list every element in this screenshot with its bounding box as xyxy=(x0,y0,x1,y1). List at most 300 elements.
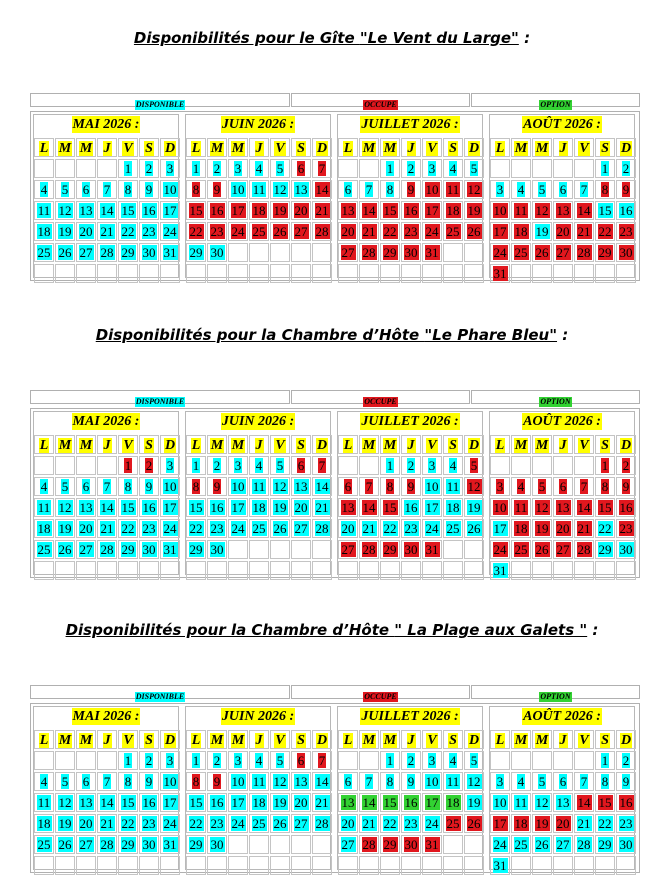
day-cell[interactable] xyxy=(291,814,311,833)
day-cell[interactable] xyxy=(312,180,332,199)
day-cell[interactable] xyxy=(532,793,552,812)
day-cell[interactable] xyxy=(490,243,510,262)
day-cell[interactable] xyxy=(34,222,54,241)
day-cell[interactable] xyxy=(574,498,594,517)
day-cell[interactable] xyxy=(228,180,248,199)
day-cell[interactable] xyxy=(464,793,484,812)
day-cell[interactable] xyxy=(380,793,400,812)
day-cell[interactable] xyxy=(401,456,421,475)
day-cell[interactable] xyxy=(553,772,573,791)
day-cell[interactable] xyxy=(401,751,421,770)
day-cell[interactable] xyxy=(616,159,636,178)
day-cell[interactable] xyxy=(359,519,379,538)
day-cell[interactable] xyxy=(464,180,484,199)
day-cell[interactable] xyxy=(359,772,379,791)
day-cell[interactable] xyxy=(312,751,332,770)
day-cell[interactable] xyxy=(553,222,573,241)
day-cell[interactable] xyxy=(139,159,159,178)
day-cell[interactable] xyxy=(532,477,552,496)
day-cell[interactable] xyxy=(55,793,75,812)
day-cell[interactable] xyxy=(616,540,636,559)
day-cell[interactable] xyxy=(511,772,531,791)
day-cell[interactable] xyxy=(616,243,636,262)
day-cell[interactable] xyxy=(338,498,358,517)
day-cell[interactable] xyxy=(249,498,269,517)
day-cell[interactable] xyxy=(401,540,421,559)
day-cell[interactable] xyxy=(160,201,180,220)
day-cell[interactable] xyxy=(532,180,552,199)
day-cell[interactable] xyxy=(490,222,510,241)
day-cell[interactable] xyxy=(401,159,421,178)
day-cell[interactable] xyxy=(118,814,138,833)
day-cell[interactable] xyxy=(97,835,117,854)
day-cell[interactable] xyxy=(401,477,421,496)
day-cell[interactable] xyxy=(76,814,96,833)
day-cell[interactable] xyxy=(511,243,531,262)
day-cell[interactable] xyxy=(76,201,96,220)
day-cell[interactable] xyxy=(186,201,206,220)
day-cell[interactable] xyxy=(490,519,510,538)
day-cell[interactable] xyxy=(422,201,442,220)
day-cell[interactable] xyxy=(422,222,442,241)
day-cell[interactable] xyxy=(97,540,117,559)
day-cell[interactable] xyxy=(380,540,400,559)
day-cell[interactable] xyxy=(118,477,138,496)
day-cell[interactable] xyxy=(207,243,227,262)
day-cell[interactable] xyxy=(76,222,96,241)
day-cell[interactable] xyxy=(291,519,311,538)
day-cell[interactable] xyxy=(312,519,332,538)
day-cell[interactable] xyxy=(422,243,442,262)
day-cell[interactable] xyxy=(76,180,96,199)
day-cell[interactable] xyxy=(359,243,379,262)
day-cell[interactable] xyxy=(97,519,117,538)
day-cell[interactable] xyxy=(553,243,573,262)
day-cell[interactable] xyxy=(291,456,311,475)
day-cell[interactable] xyxy=(34,243,54,262)
day-cell[interactable] xyxy=(291,222,311,241)
day-cell[interactable] xyxy=(511,793,531,812)
day-cell[interactable] xyxy=(312,456,332,475)
day-cell[interactable] xyxy=(34,477,54,496)
day-cell[interactable] xyxy=(464,772,484,791)
day-cell[interactable] xyxy=(249,814,269,833)
day-cell[interactable] xyxy=(574,519,594,538)
day-cell[interactable] xyxy=(616,456,636,475)
day-cell[interactable] xyxy=(97,477,117,496)
day-cell[interactable] xyxy=(118,835,138,854)
day-cell[interactable] xyxy=(532,243,552,262)
day-cell[interactable] xyxy=(464,159,484,178)
day-cell[interactable] xyxy=(76,793,96,812)
day-cell[interactable] xyxy=(186,519,206,538)
day-cell[interactable] xyxy=(595,540,615,559)
day-cell[interactable] xyxy=(270,793,290,812)
day-cell[interactable] xyxy=(553,814,573,833)
day-cell[interactable] xyxy=(118,519,138,538)
day-cell[interactable] xyxy=(511,477,531,496)
day-cell[interactable] xyxy=(118,751,138,770)
day-cell[interactable] xyxy=(553,835,573,854)
day-cell[interactable] xyxy=(574,814,594,833)
day-cell[interactable] xyxy=(401,222,421,241)
day-cell[interactable] xyxy=(574,477,594,496)
day-cell[interactable] xyxy=(595,477,615,496)
day-cell[interactable] xyxy=(160,751,180,770)
day-cell[interactable] xyxy=(553,477,573,496)
day-cell[interactable] xyxy=(139,477,159,496)
day-cell[interactable] xyxy=(228,477,248,496)
day-cell[interactable] xyxy=(490,477,510,496)
day-cell[interactable] xyxy=(228,222,248,241)
day-cell[interactable] xyxy=(359,498,379,517)
day-cell[interactable] xyxy=(118,201,138,220)
day-cell[interactable] xyxy=(312,814,332,833)
day-cell[interactable] xyxy=(55,540,75,559)
day-cell[interactable] xyxy=(359,835,379,854)
day-cell[interactable] xyxy=(338,814,358,833)
day-cell[interactable] xyxy=(139,498,159,517)
day-cell[interactable] xyxy=(338,835,358,854)
day-cell[interactable] xyxy=(443,751,463,770)
day-cell[interactable] xyxy=(595,772,615,791)
day-cell[interactable] xyxy=(291,498,311,517)
day-cell[interactable] xyxy=(490,180,510,199)
day-cell[interactable] xyxy=(401,180,421,199)
day-cell[interactable] xyxy=(139,201,159,220)
day-cell[interactable] xyxy=(422,835,442,854)
day-cell[interactable] xyxy=(595,519,615,538)
day-cell[interactable] xyxy=(359,793,379,812)
day-cell[interactable] xyxy=(139,222,159,241)
day-cell[interactable] xyxy=(443,519,463,538)
day-cell[interactable] xyxy=(490,772,510,791)
day-cell[interactable] xyxy=(380,477,400,496)
day-cell[interactable] xyxy=(207,814,227,833)
day-cell[interactable] xyxy=(76,519,96,538)
day-cell[interactable] xyxy=(207,772,227,791)
day-cell[interactable] xyxy=(186,814,206,833)
day-cell[interactable] xyxy=(270,814,290,833)
day-cell[interactable] xyxy=(490,561,510,580)
day-cell[interactable] xyxy=(443,477,463,496)
day-cell[interactable] xyxy=(422,772,442,791)
day-cell[interactable] xyxy=(464,814,484,833)
day-cell[interactable] xyxy=(186,243,206,262)
day-cell[interactable] xyxy=(338,772,358,791)
day-cell[interactable] xyxy=(228,519,248,538)
day-cell[interactable] xyxy=(249,519,269,538)
day-cell[interactable] xyxy=(490,540,510,559)
day-cell[interactable] xyxy=(160,477,180,496)
day-cell[interactable] xyxy=(97,498,117,517)
day-cell[interactable] xyxy=(490,793,510,812)
day-cell[interactable] xyxy=(338,540,358,559)
day-cell[interactable] xyxy=(490,814,510,833)
day-cell[interactable] xyxy=(380,835,400,854)
day-cell[interactable] xyxy=(380,814,400,833)
day-cell[interactable] xyxy=(139,519,159,538)
day-cell[interactable] xyxy=(34,519,54,538)
day-cell[interactable] xyxy=(160,814,180,833)
day-cell[interactable] xyxy=(160,540,180,559)
day-cell[interactable] xyxy=(595,835,615,854)
day-cell[interactable] xyxy=(359,201,379,220)
day-cell[interactable] xyxy=(76,498,96,517)
day-cell[interactable] xyxy=(118,222,138,241)
day-cell[interactable] xyxy=(249,159,269,178)
day-cell[interactable] xyxy=(186,456,206,475)
day-cell[interactable] xyxy=(291,159,311,178)
day-cell[interactable] xyxy=(270,519,290,538)
day-cell[interactable] xyxy=(616,814,636,833)
day-cell[interactable] xyxy=(97,793,117,812)
day-cell[interactable] xyxy=(511,498,531,517)
day-cell[interactable] xyxy=(490,264,510,283)
day-cell[interactable] xyxy=(76,835,96,854)
day-cell[interactable] xyxy=(553,498,573,517)
day-cell[interactable] xyxy=(401,201,421,220)
day-cell[interactable] xyxy=(160,456,180,475)
day-cell[interactable] xyxy=(401,835,421,854)
day-cell[interactable] xyxy=(34,180,54,199)
day-cell[interactable] xyxy=(380,222,400,241)
day-cell[interactable] xyxy=(616,222,636,241)
day-cell[interactable] xyxy=(574,540,594,559)
day-cell[interactable] xyxy=(55,243,75,262)
day-cell[interactable] xyxy=(139,814,159,833)
day-cell[interactable] xyxy=(443,222,463,241)
day-cell[interactable] xyxy=(443,772,463,791)
day-cell[interactable] xyxy=(139,456,159,475)
day-cell[interactable] xyxy=(186,540,206,559)
day-cell[interactable] xyxy=(118,159,138,178)
day-cell[interactable] xyxy=(443,814,463,833)
day-cell[interactable] xyxy=(616,477,636,496)
day-cell[interactable] xyxy=(207,159,227,178)
day-cell[interactable] xyxy=(401,793,421,812)
day-cell[interactable] xyxy=(97,201,117,220)
day-cell[interactable] xyxy=(207,456,227,475)
day-cell[interactable] xyxy=(207,498,227,517)
day-cell[interactable] xyxy=(574,180,594,199)
day-cell[interactable] xyxy=(532,498,552,517)
day-cell[interactable] xyxy=(422,159,442,178)
day-cell[interactable] xyxy=(249,772,269,791)
day-cell[interactable] xyxy=(511,201,531,220)
day-cell[interactable] xyxy=(249,201,269,220)
day-cell[interactable] xyxy=(380,159,400,178)
day-cell[interactable] xyxy=(207,540,227,559)
day-cell[interactable] xyxy=(553,540,573,559)
day-cell[interactable] xyxy=(574,201,594,220)
day-cell[interactable] xyxy=(595,159,615,178)
day-cell[interactable] xyxy=(228,456,248,475)
day-cell[interactable] xyxy=(207,793,227,812)
day-cell[interactable] xyxy=(312,222,332,241)
day-cell[interactable] xyxy=(380,201,400,220)
day-cell[interactable] xyxy=(207,222,227,241)
day-cell[interactable] xyxy=(34,835,54,854)
day-cell[interactable] xyxy=(55,519,75,538)
day-cell[interactable] xyxy=(76,477,96,496)
day-cell[interactable] xyxy=(380,456,400,475)
day-cell[interactable] xyxy=(464,498,484,517)
day-cell[interactable] xyxy=(186,222,206,241)
day-cell[interactable] xyxy=(55,772,75,791)
day-cell[interactable] xyxy=(532,222,552,241)
day-cell[interactable] xyxy=(291,793,311,812)
day-cell[interactable] xyxy=(338,519,358,538)
day-cell[interactable] xyxy=(338,243,358,262)
day-cell[interactable] xyxy=(139,793,159,812)
day-cell[interactable] xyxy=(511,180,531,199)
day-cell[interactable] xyxy=(97,222,117,241)
day-cell[interactable] xyxy=(139,180,159,199)
day-cell[interactable] xyxy=(270,498,290,517)
day-cell[interactable] xyxy=(207,519,227,538)
day-cell[interactable] xyxy=(511,222,531,241)
day-cell[interactable] xyxy=(380,243,400,262)
day-cell[interactable] xyxy=(186,498,206,517)
day-cell[interactable] xyxy=(616,498,636,517)
day-cell[interactable] xyxy=(595,793,615,812)
day-cell[interactable] xyxy=(553,201,573,220)
day-cell[interactable] xyxy=(312,772,332,791)
day-cell[interactable] xyxy=(595,751,615,770)
day-cell[interactable] xyxy=(55,201,75,220)
day-cell[interactable] xyxy=(443,793,463,812)
day-cell[interactable] xyxy=(55,835,75,854)
day-cell[interactable] xyxy=(595,180,615,199)
day-cell[interactable] xyxy=(616,835,636,854)
day-cell[interactable] xyxy=(186,477,206,496)
day-cell[interactable] xyxy=(338,477,358,496)
day-cell[interactable] xyxy=(228,201,248,220)
day-cell[interactable] xyxy=(55,180,75,199)
day-cell[interactable] xyxy=(359,180,379,199)
day-cell[interactable] xyxy=(34,540,54,559)
day-cell[interactable] xyxy=(380,519,400,538)
day-cell[interactable] xyxy=(401,814,421,833)
day-cell[interactable] xyxy=(160,835,180,854)
day-cell[interactable] xyxy=(207,477,227,496)
day-cell[interactable] xyxy=(422,814,442,833)
day-cell[interactable] xyxy=(160,498,180,517)
day-cell[interactable] xyxy=(616,519,636,538)
day-cell[interactable] xyxy=(511,540,531,559)
day-cell[interactable] xyxy=(553,519,573,538)
day-cell[interactable] xyxy=(595,498,615,517)
day-cell[interactable] xyxy=(464,477,484,496)
day-cell[interactable] xyxy=(97,243,117,262)
day-cell[interactable] xyxy=(422,793,442,812)
day-cell[interactable] xyxy=(574,772,594,791)
day-cell[interactable] xyxy=(249,477,269,496)
day-cell[interactable] xyxy=(186,180,206,199)
day-cell[interactable] xyxy=(270,159,290,178)
day-cell[interactable] xyxy=(443,456,463,475)
day-cell[interactable] xyxy=(532,835,552,854)
day-cell[interactable] xyxy=(422,751,442,770)
day-cell[interactable] xyxy=(616,751,636,770)
day-cell[interactable] xyxy=(270,456,290,475)
day-cell[interactable] xyxy=(380,180,400,199)
day-cell[interactable] xyxy=(160,159,180,178)
day-cell[interactable] xyxy=(359,222,379,241)
day-cell[interactable] xyxy=(118,793,138,812)
day-cell[interactable] xyxy=(270,751,290,770)
day-cell[interactable] xyxy=(380,751,400,770)
day-cell[interactable] xyxy=(118,180,138,199)
day-cell[interactable] xyxy=(249,793,269,812)
day-cell[interactable] xyxy=(207,180,227,199)
day-cell[interactable] xyxy=(464,456,484,475)
day-cell[interactable] xyxy=(511,835,531,854)
day-cell[interactable] xyxy=(464,751,484,770)
day-cell[interactable] xyxy=(422,498,442,517)
day-cell[interactable] xyxy=(228,772,248,791)
day-cell[interactable] xyxy=(422,456,442,475)
day-cell[interactable] xyxy=(160,793,180,812)
day-cell[interactable] xyxy=(207,751,227,770)
day-cell[interactable] xyxy=(553,793,573,812)
day-cell[interactable] xyxy=(312,477,332,496)
day-cell[interactable] xyxy=(160,180,180,199)
day-cell[interactable] xyxy=(160,772,180,791)
day-cell[interactable] xyxy=(422,180,442,199)
day-cell[interactable] xyxy=(443,201,463,220)
day-cell[interactable] xyxy=(291,751,311,770)
day-cell[interactable] xyxy=(443,159,463,178)
day-cell[interactable] xyxy=(401,519,421,538)
day-cell[interactable] xyxy=(291,201,311,220)
day-cell[interactable] xyxy=(291,180,311,199)
day-cell[interactable] xyxy=(401,243,421,262)
day-cell[interactable] xyxy=(574,793,594,812)
day-cell[interactable] xyxy=(490,835,510,854)
day-cell[interactable] xyxy=(139,772,159,791)
day-cell[interactable] xyxy=(228,814,248,833)
day-cell[interactable] xyxy=(76,243,96,262)
day-cell[interactable] xyxy=(312,498,332,517)
day-cell[interactable] xyxy=(118,243,138,262)
day-cell[interactable] xyxy=(55,222,75,241)
day-cell[interactable] xyxy=(34,772,54,791)
day-cell[interactable] xyxy=(139,835,159,854)
day-cell[interactable] xyxy=(139,751,159,770)
day-cell[interactable] xyxy=(249,222,269,241)
day-cell[interactable] xyxy=(97,180,117,199)
day-cell[interactable] xyxy=(595,222,615,241)
day-cell[interactable] xyxy=(532,772,552,791)
day-cell[interactable] xyxy=(207,835,227,854)
day-cell[interactable] xyxy=(186,159,206,178)
day-cell[interactable] xyxy=(616,180,636,199)
day-cell[interactable] xyxy=(532,519,552,538)
day-cell[interactable] xyxy=(291,477,311,496)
day-cell[interactable] xyxy=(97,772,117,791)
day-cell[interactable] xyxy=(312,159,332,178)
day-cell[interactable] xyxy=(338,793,358,812)
day-cell[interactable] xyxy=(616,772,636,791)
day-cell[interactable] xyxy=(186,751,206,770)
day-cell[interactable] xyxy=(532,201,552,220)
day-cell[interactable] xyxy=(228,793,248,812)
day-cell[interactable] xyxy=(228,498,248,517)
day-cell[interactable] xyxy=(139,540,159,559)
day-cell[interactable] xyxy=(359,814,379,833)
